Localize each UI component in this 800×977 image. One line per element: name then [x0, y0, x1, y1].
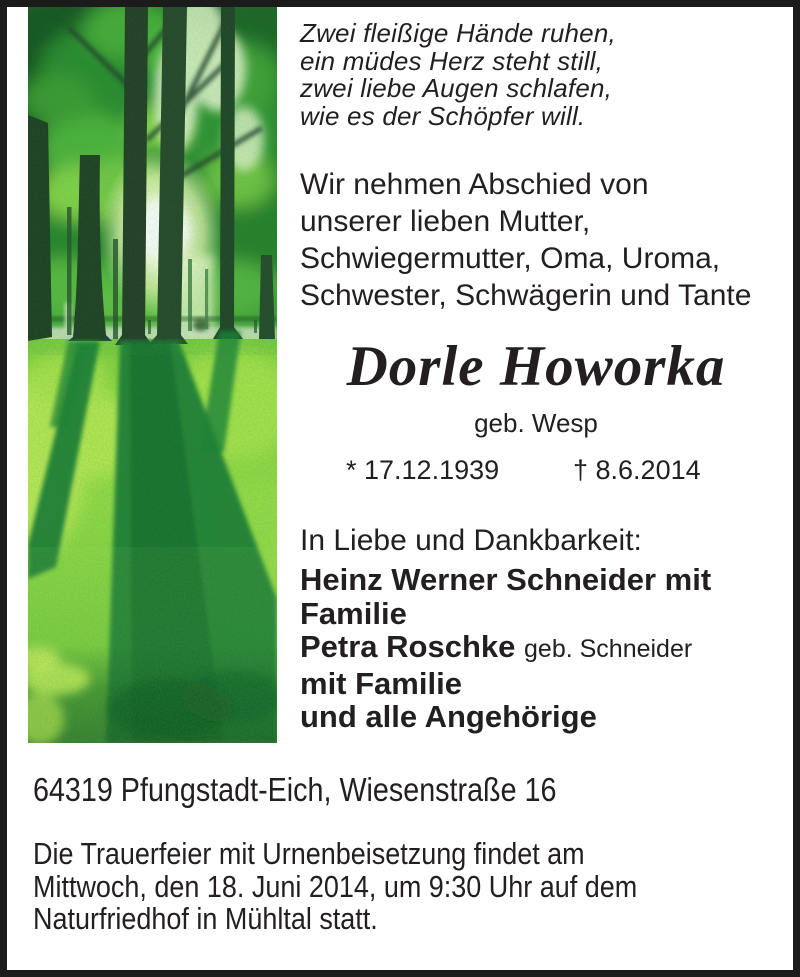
- mourner-line: Heinz Werner Schneider mit: [300, 562, 712, 597]
- mourner-line: [300, 630, 772, 667]
- intro-line: unserer lieben Mutter,: [300, 205, 591, 238]
- mourner-line: Familie: [300, 595, 407, 631]
- mourner-line: und alle Angehörige: [300, 699, 597, 734]
- life-dates: [300, 455, 772, 489]
- poem-line: zwei liebe Augen schlafen,: [300, 73, 613, 103]
- mourners-list: [300, 563, 772, 734]
- condolence-heading: In Liebe und Dankbarkeit:: [300, 524, 642, 557]
- memorial-photo: [28, 7, 277, 743]
- intro-line: Schwiegermutter, Oma, Uroma,: [300, 242, 721, 275]
- mourner-name: Petra Roschke: [300, 629, 516, 664]
- address-line: 64319 Pfungstadt-Eich, Wiesenstraße 16: [33, 771, 557, 808]
- poem-line: Zwei fleißige Hände ruhen,: [300, 18, 616, 48]
- birth-date: * 17.12.1939: [346, 455, 500, 485]
- poem-line: wie es der Schöpfer will.: [300, 100, 586, 131]
- funeral-line: Naturfriedhof in Mühltal statt.: [33, 901, 378, 936]
- maiden-name: geb. Wesp: [474, 408, 598, 438]
- funeral-line: Die Trauerfeier mit Urnenbeisetzung findet am: [33, 836, 585, 871]
- intro-line: Wir nehmen Abschied von: [300, 168, 649, 201]
- poem-line: ein müdes Herz steht still,: [300, 45, 604, 76]
- mourner-line: mit Familie: [300, 665, 462, 701]
- intro-line: Schwester, Schwägerin und Tante: [300, 279, 752, 312]
- death-date: † 8.6.2014: [573, 455, 701, 485]
- deceased-name: Dorle Howorka: [346, 335, 726, 398]
- funeral-line: Mittwoch, den 18. Juni 2014, um 9:30 Uhr auf dem: [33, 868, 638, 904]
- funeral-announcement: [33, 838, 637, 936]
- sunlight-through-trees-photo: [28, 7, 277, 743]
- farewell-intro: [300, 166, 772, 314]
- mourner-maiden-name: geb. Schneider: [524, 635, 693, 663]
- memorial-poem: [300, 20, 772, 130]
